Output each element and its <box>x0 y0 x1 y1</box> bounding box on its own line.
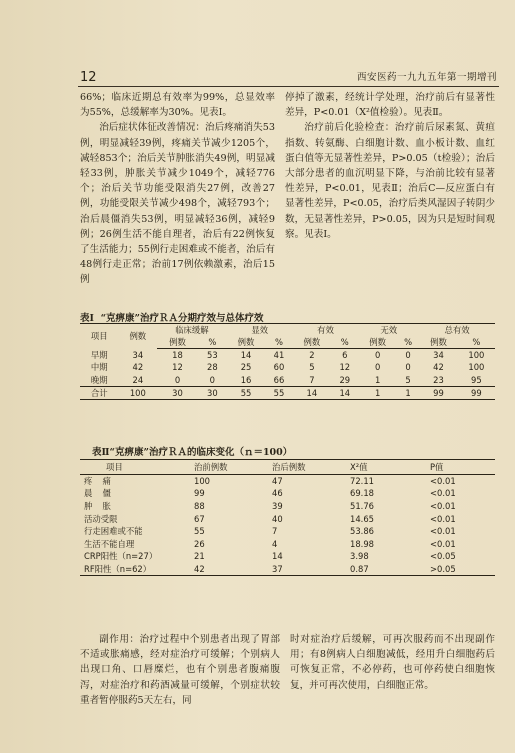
table-cell: 24 <box>132 374 144 385</box>
table-cell: 早期 <box>90 349 108 360</box>
table1-subhead-cell: % <box>265 336 292 349</box>
table-cell: RF阳性（n=62） <box>80 563 190 576</box>
table-row <box>80 537 495 550</box>
table-cell: 25 <box>240 362 252 373</box>
table-cell: <0.01 <box>430 476 456 487</box>
table-cell: 60 <box>273 362 285 373</box>
table-cell: 30 <box>198 386 227 399</box>
table-row <box>80 550 495 563</box>
table-cell: 28 <box>207 362 218 373</box>
table-cell: 69.18 <box>350 488 374 499</box>
table2-title: “克痹康”治疗ＲＡ的临床变化（ｎ＝100） <box>109 447 293 458</box>
table-cell: 42 <box>433 362 444 373</box>
table-cell: 0.87 <box>346 563 426 576</box>
table-cell: 95 <box>471 374 482 385</box>
paragraph: 副作用：治疗过程中个别患者出现了胃部不适或胀痛感，经对症治疗可缓解；个别病人出现口角、口唇糜烂，也有个别患者腹痛腹泻，对症治疗和药酒减量可缓解，个别症状较重者暂停服药5天左右，同 <box>80 634 280 706</box>
table-cell: 生活不能自理 <box>84 538 135 549</box>
table1 <box>80 323 495 400</box>
table-cell: >0.05 <box>426 563 495 576</box>
table-cell: 55 <box>265 386 292 399</box>
table2-head-cell: X²值 <box>346 460 426 475</box>
table1-subhead-cell: 例数 <box>227 336 266 349</box>
table-cell: 5 <box>309 362 315 373</box>
table-cell: 18 <box>172 350 183 360</box>
table-cell: 100 <box>119 386 158 399</box>
table1-subhead-cell: % <box>198 336 227 349</box>
paragraph: 时对症治疗后缓解，可再次服药而不出现副作用；有8例病人白细胞减低，经用升白细胞药后可恢复正常，不必停药，也可停药使白细胞恢复，并可再次使用，白细胞正常。 <box>290 634 495 691</box>
table-cell: 34 <box>132 349 144 360</box>
table-cell: 29 <box>339 374 351 385</box>
paragraph: 66%；临床近期总有效率为99%，总显效率为55%，总缓解率为30%。见表Ⅰ。 <box>80 92 275 119</box>
table-row <box>80 386 495 399</box>
table-cell: CRP阳性（n=27） <box>84 551 158 562</box>
table2-caption <box>92 444 292 458</box>
table1-head-cell: 项目 <box>80 324 119 349</box>
table-cell: 18.98 <box>350 538 374 549</box>
table1-subhead-cell: % <box>458 336 495 349</box>
table-row <box>80 361 495 374</box>
journal-header: 西安医药一九九五年第一期增刊 <box>356 72 497 83</box>
table2 <box>80 459 495 576</box>
table-cell: 55 <box>227 386 266 399</box>
table-row <box>80 374 495 387</box>
table-cell: 66 <box>273 374 285 385</box>
table1-subhead-cell: 例数 <box>419 336 458 349</box>
table-cell: 肿胀 <box>84 500 121 511</box>
table-cell: 23 <box>433 374 444 385</box>
table-cell: <0.01 <box>430 500 456 511</box>
table-cell: 99 <box>458 386 495 399</box>
table-cell: <0.01 <box>430 513 456 524</box>
table2-label: 表Ⅱ <box>92 447 110 458</box>
table2-head-cell: P值 <box>426 460 495 475</box>
table2-head-cell: 治前例数 <box>190 460 268 475</box>
table-cell: 16 <box>240 374 252 385</box>
table-cell: 4 <box>272 538 278 549</box>
table-cell: 21 <box>194 551 205 562</box>
table-cell: 晚期 <box>90 374 108 385</box>
table-cell: 3.98 <box>350 551 369 562</box>
table1-title: “克痹康”治疗ＲＡ分期疗效与总体疗效 <box>100 313 264 324</box>
table-row <box>80 475 495 488</box>
table-cell: 100 <box>194 476 210 487</box>
table-cell: 47 <box>272 476 283 487</box>
table-cell: 12 <box>339 362 351 373</box>
table2-head-cell: 治后例数 <box>268 460 346 475</box>
paragraph: 治后症状体征改善情况：治后疼痛消失53例，明显减轻39例，疼痛关节减少1205个，减轻853个；治后关节肿胀消失49例，明显减轻33例，肿胀关节减少1049个，减轻776个；治后关节功能受限消失27例，改善27例，功能受限关节减少498个，减轻793个；治后晨僵消失53例，明显减轻36例，减轻9例；26例生活不能自理者，治后有22例恢复了生活能力；55例行走困难或不能者，治后有48例行走正常；治前17例依赖激素，治后15例 <box>80 122 275 286</box>
table1-head-cell: 无效 <box>358 324 419 337</box>
table-cell: 99 <box>194 488 205 499</box>
table-cell: 0 <box>405 350 411 360</box>
table-cell: 行走困难或不能 <box>84 526 143 537</box>
page-number: 12 <box>80 70 97 85</box>
table-cell: 12 <box>172 362 183 373</box>
paragraph: 治疗前后化验检查：治疗前后尿素氮、黄疸指数、转氨酶、白细胞计数、血小板计数、血红蛋白值等无显著性差异，P>0.05（t检验）；治后大部分患者的血沉明显下降，与治前比较有显著性差异，P<0.01，见表Ⅱ；治后C—反应蛋白有显著性差异，P<0.05，治疗后类风湿因子转阴少数，无显著性差异，P>0.05，因为只是短时间观察。见表Ⅰ。 <box>285 122 495 240</box>
table1-header-row <box>80 324 495 337</box>
table1-subhead-cell: % <box>331 336 358 349</box>
table-cell: 0 <box>405 362 411 373</box>
table1-head-cell: 例数 <box>119 324 158 349</box>
table-cell: 7 <box>309 374 315 385</box>
table-cell: 67 <box>194 513 205 524</box>
table-cell: 1 <box>358 386 397 399</box>
table-cell: 7 <box>272 526 278 537</box>
table-cell: <0.05 <box>430 551 456 562</box>
table-cell: 中期 <box>90 362 108 373</box>
table1-head-cell: 显效 <box>227 324 293 337</box>
table-cell: 34 <box>433 350 444 360</box>
text-column-right <box>285 90 495 242</box>
table-cell: <0.01 <box>430 488 456 499</box>
table1-subhead-cell: 例数 <box>157 336 198 349</box>
table-cell: 46 <box>272 488 283 499</box>
table-cell: 活动受限 <box>84 513 118 524</box>
table-row <box>80 525 495 538</box>
table-cell: 晨僵 <box>84 488 121 499</box>
table2-header-row <box>80 460 495 475</box>
table-cell: 14 <box>240 350 252 360</box>
table-cell: 55 <box>194 526 205 537</box>
table-row <box>80 563 495 576</box>
text-column-left <box>80 90 275 288</box>
table-cell: 99 <box>419 386 458 399</box>
table-cell: 53.86 <box>350 526 374 537</box>
table-row <box>80 487 495 500</box>
table-cell: 41 <box>273 350 285 360</box>
table1-subhead-cell: 例数 <box>358 336 397 349</box>
table-cell: 14.65 <box>350 513 374 524</box>
table-cell: 100 <box>468 350 485 360</box>
table-cell: 2 <box>309 350 315 360</box>
table-cell: 53 <box>207 350 218 360</box>
table-cell: 72.11 <box>350 476 374 487</box>
table-cell: 42 <box>132 362 144 373</box>
table-cell: 14 <box>293 386 332 399</box>
paragraph: 停掉了激素，经统计学处理，治疗前后有显著性差异，P<0.01（X²值检验）。见表Ⅱ。 <box>285 92 495 119</box>
table-row <box>80 500 495 513</box>
table-cell: 0 <box>375 350 381 360</box>
table1-subhead-cell: % <box>397 336 419 349</box>
table-cell: 51.76 <box>350 500 374 511</box>
table1-head-cell: 有效 <box>293 324 359 337</box>
table-cell: 1 <box>375 374 381 385</box>
table1-head-cell: 总有效 <box>419 324 495 337</box>
table-cell: 30 <box>157 386 198 399</box>
text-column-bottom-left <box>80 632 280 708</box>
table1-head-cell: 临床缓解 <box>157 324 227 337</box>
table-cell: 0 <box>375 362 381 373</box>
table2-head-cell: 项目 <box>80 460 190 475</box>
table-cell: 39 <box>272 500 283 511</box>
table-row <box>80 512 495 525</box>
table-cell: 0 <box>209 374 215 385</box>
table1-subhead-cell: 例数 <box>293 336 332 349</box>
table-cell: 42 <box>190 563 268 576</box>
table-cell: 6 <box>342 350 348 360</box>
table-cell: 5 <box>405 374 411 385</box>
header-rule <box>78 86 499 87</box>
table-cell: 14 <box>331 386 358 399</box>
table-cell: 0 <box>174 374 181 385</box>
table-cell: 88 <box>194 500 205 511</box>
table-cell: <0.01 <box>430 538 456 549</box>
table-cell: 1 <box>397 386 419 399</box>
table-cell: 合计 <box>80 386 119 399</box>
table1-caption <box>80 310 264 324</box>
table1-label: 表Ⅰ <box>80 313 94 324</box>
table-cell: 100 <box>468 362 485 373</box>
table-cell: 疼痛 <box>84 476 121 487</box>
table-cell: 37 <box>268 563 346 576</box>
text-column-bottom-right <box>290 632 495 693</box>
table-cell: 40 <box>272 513 283 524</box>
table-row <box>80 349 495 362</box>
table-cell: 14 <box>272 551 283 562</box>
table-cell: <0.01 <box>430 526 456 537</box>
table-cell: 26 <box>194 538 205 549</box>
